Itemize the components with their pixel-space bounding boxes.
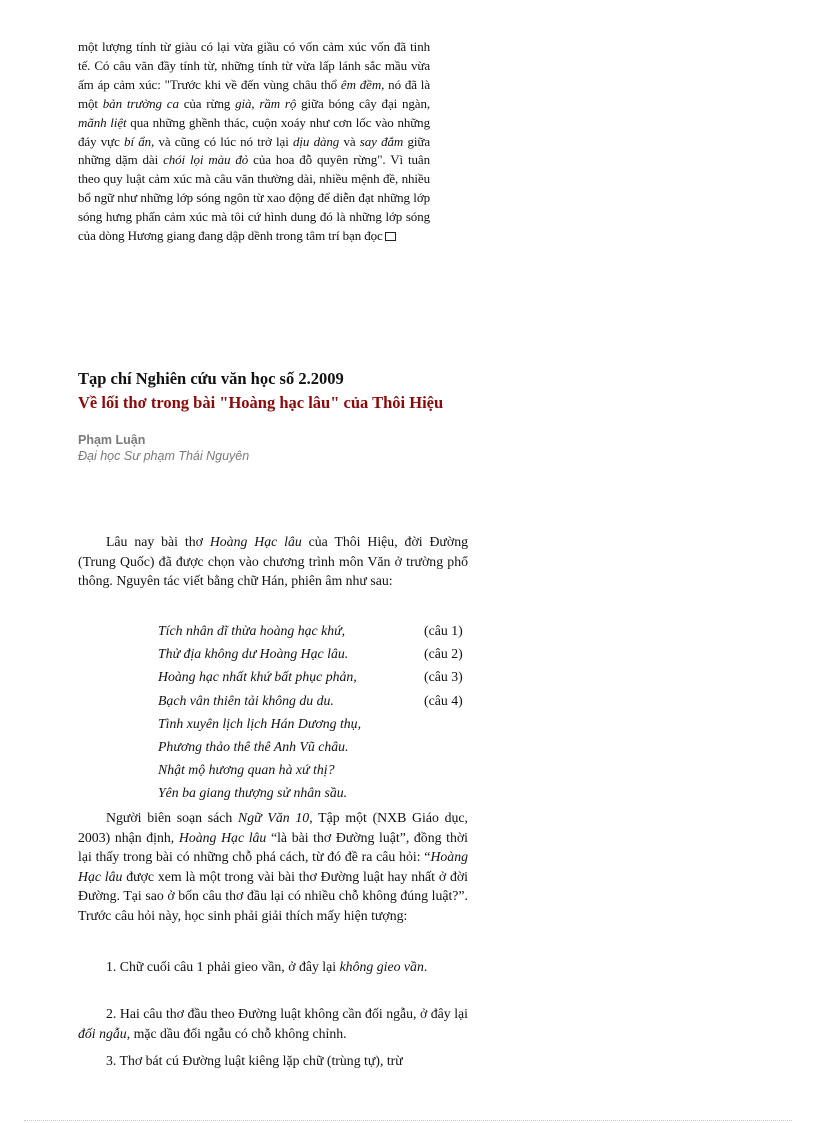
poem-line	[158, 758, 470, 781]
poem-line-number: (câu 1)	[424, 623, 463, 638]
italic-run: Ngữ Văn 10	[238, 810, 310, 825]
text-run: giữa bóng cây đại ngàn,	[296, 95, 431, 111]
text-run: qua những ghềnh thác, cuộn xoáy như cơn lốc vào những đáy vực	[78, 114, 430, 149]
italic-run: già, rầm rộ	[235, 95, 297, 111]
article-title: Về lối thơ trong bài "Hoàng hạc lâu" của Thôi Hiệu	[78, 393, 444, 412]
poem-line	[158, 712, 470, 735]
italic-run: êm đềm,	[340, 76, 385, 92]
poem-line	[158, 619, 470, 642]
text-run: 1. Chữ cuối câu 1 phải gieo vần, ở đây lại	[106, 959, 340, 974]
list-item	[78, 1004, 468, 1043]
poem-line	[158, 781, 470, 804]
text-run: , mặc dầu đối ngẫu có chỗ không chỉnh.	[126, 1025, 347, 1041]
italic-run: Hoàng Hạc lâu	[178, 829, 267, 845]
italic-run: say đắm	[359, 133, 404, 149]
italic-run: bản trường ca	[102, 95, 179, 111]
poem-line-text: Yên ba giang thượng sử nhân sầu.	[158, 785, 348, 801]
text-run: và cũng có lúc nó trở lại	[154, 133, 293, 149]
poem-line-text: Nhật mộ hương quan hà xứ thị?	[158, 762, 335, 778]
poem-line-text: Hoàng hạc nhất khứ bất phục phản,	[158, 669, 357, 685]
poem-line	[158, 642, 470, 665]
text-run: của rừng	[178, 95, 236, 111]
italic-run: đối ngẫu	[78, 1025, 127, 1041]
text-run: 3. Thơ bát cú Đường luật kiêng lặp chữ (trùng tự), trừ	[106, 1053, 403, 1068]
poem-line	[158, 665, 470, 688]
text-run: .	[423, 959, 428, 974]
poem-line	[158, 689, 470, 712]
poem-line-number: (câu 2)	[424, 646, 463, 662]
page-bottom-divider	[24, 1120, 792, 1121]
italic-run: mãnh liệt	[78, 114, 127, 130]
author-name: Phạm Luận	[78, 433, 146, 447]
italic-run: không gieo vần	[339, 959, 424, 974]
poem-line	[158, 735, 470, 758]
text-run: giữa những dặm dài	[78, 133, 430, 168]
poem-line-number: (câu 4)	[424, 692, 463, 708]
text-run: nó đã là một	[78, 76, 430, 111]
continued-paragraph	[78, 38, 430, 246]
text-run: “là bài thơ Đường luật”, đồng thời lại thấy trong bài có những chỗ phá cách, từ đó đề ra câu hỏi: “	[78, 829, 468, 865]
poem-line-text: Phương thảo thê thê Anh Vũ châu.	[158, 738, 349, 754]
poem-line-text: Bạch vân thiên tải không du du.	[158, 692, 334, 708]
italic-run: dịu dàng	[292, 133, 340, 149]
text-run: 2. Hai câu thơ đầu theo Đường luật không cần đối ngẫu, ở đây lại	[106, 1006, 468, 1021]
text-run: được xem là một trong vài bài thơ Đường luật hay nhất ở đời Đường. Tại sao ở bốn câu thơ đầu lại có nhiều chỗ không đúng luật?”. Trước câu hỏi này, học sinh phải giải thích mấy hiện tượng:	[78, 868, 468, 923]
poem-line-text: Thử địa không dư Hoàng Hạc lâu.	[158, 646, 349, 662]
poem-block	[158, 619, 470, 805]
italic-run: bí ẩn,	[124, 133, 155, 149]
list-item	[78, 957, 468, 977]
editor-paragraph	[78, 808, 468, 926]
text-run: của hoa đỗ quyên rừng". Vì tuân theo quy luật cảm xúc mà câu văn thường dài, nhiều mệnh đề, nhiều bổ ngữ như những lớp sóng ngôn từ xao động để diễn đạt những lớp sóng hưng phấn cảm xúc mà tôi cứ hình dung đó là những lớp sóng của dòng Hương giang đang dập dềnh trong tâm trí bạn đọc	[78, 152, 430, 244]
text-run: của Thôi Hiệu, đời Đường (Trung Quốc) đã được chọn vào chương trình môn Văn ở trường phổ thông. Nguyên tác viết bằng chữ Hán, phiên âm như sau:	[78, 534, 468, 589]
end-mark-box-icon	[385, 232, 396, 241]
poem-line-text: Tình xuyên lịch lịch Hán Dương thụ,	[158, 715, 362, 731]
intro-paragraph	[78, 532, 468, 591]
italic-run: Hoàng Hạc lâu	[78, 849, 468, 884]
journal-name: Tạp chí Nghiên cứu văn học số 2.2009	[78, 369, 344, 388]
list-item	[78, 1051, 468, 1071]
text-run: Người biên soạn sách	[106, 810, 239, 825]
italic-run: Hoàng Hạc lâu	[209, 534, 302, 549]
text-run: , Tập một (NXB Giáo dục, 2003) nhận định,	[78, 810, 468, 845]
poem-line-text: Tích nhân dĩ thừa hoàng hạc khứ,	[158, 623, 346, 638]
italic-run: chói lọi màu đỏ	[163, 152, 249, 168]
author-affiliation: Đại học Sư phạm Thái Nguyên	[78, 449, 250, 463]
poem-line-number: (câu 3)	[424, 669, 463, 685]
text-run: một lượng tính từ giàu có lại vừa giầu có vốn cảm xúc vốn đã tinh tế. Có câu văn đầy tính từ, những tính từ vừa lấp lánh sắc mầu vừa ấm áp cảm xúc: "Trước khi về đến vùng châu thổ	[78, 39, 430, 92]
text-run: Lâu nay bài thơ	[106, 534, 210, 549]
text-run: và	[339, 133, 360, 149]
